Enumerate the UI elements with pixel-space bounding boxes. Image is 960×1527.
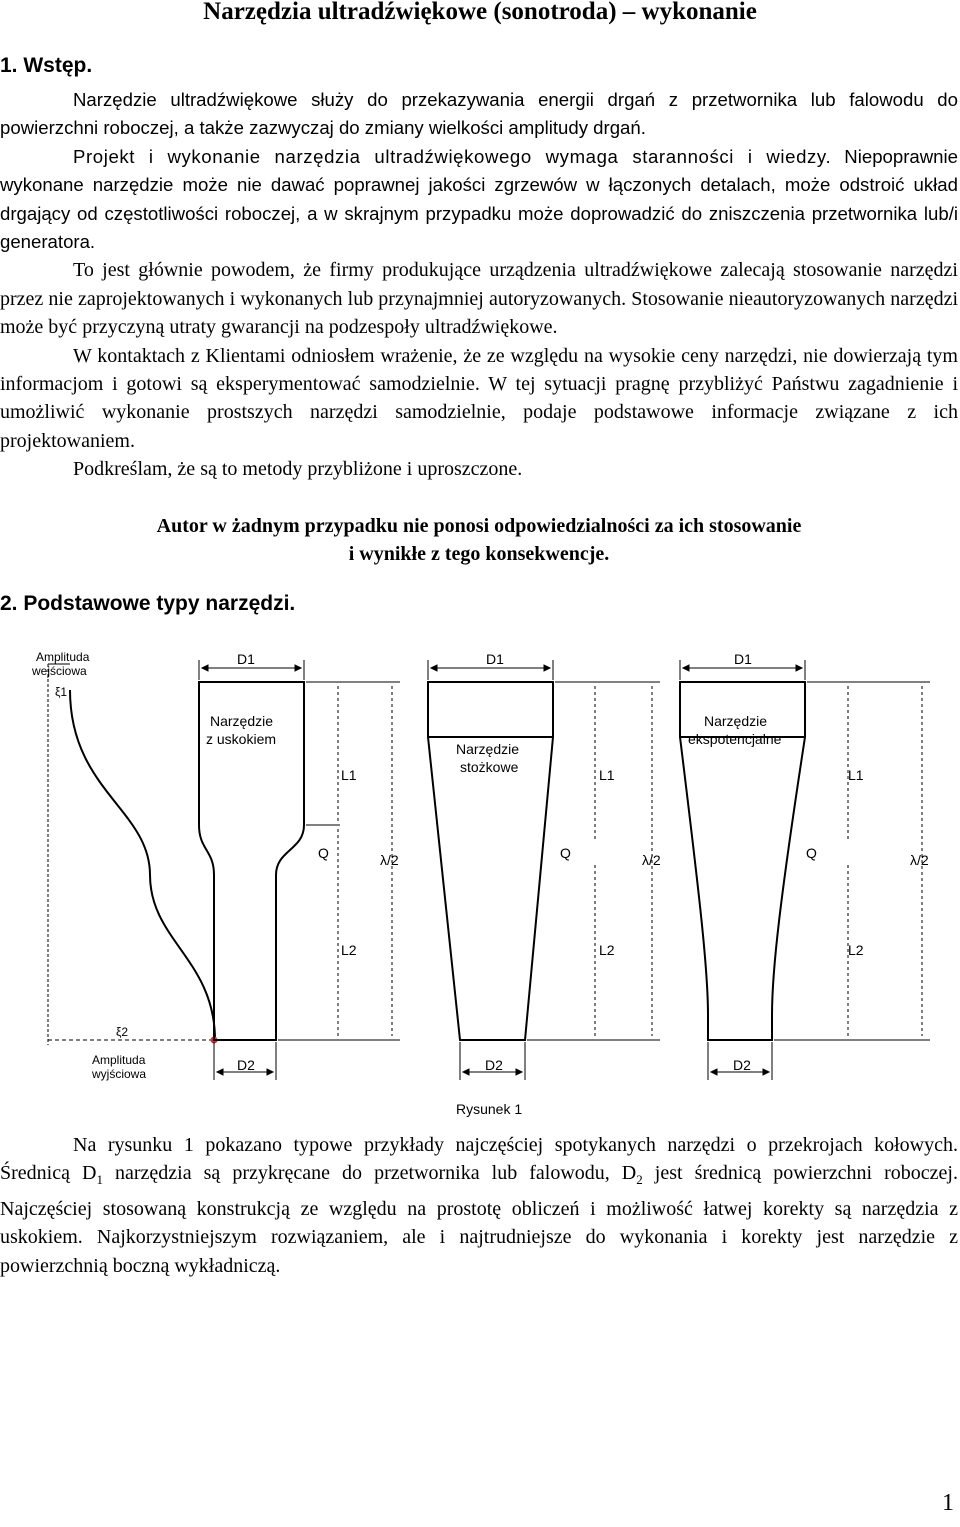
figure-1-tool-types bbox=[0, 640, 960, 1130]
intro-paragraph-3-sentence-1: To jest głównie powodem, że firmy produkujące urządzenia ultradźwiękowe zalecają stosowanie narzędzi przez nie zaprojektowanych i wykonanych lub przynajmniej autoryzowanych. bbox=[0, 259, 958, 310]
intro-section bbox=[0, 86, 958, 484]
exponential-l1-label: L1 bbox=[848, 767, 864, 783]
conical-horn-dimensions bbox=[428, 660, 660, 1080]
figure-description-part-2: narzędzia są przykręcane do przetwornika lub falowodu, D bbox=[102, 1162, 637, 1185]
figure-caption: Rysunek 1 bbox=[456, 1101, 523, 1117]
conical-tool-name-1: Narzędzie bbox=[456, 741, 520, 757]
exponential-d2-label: D2 bbox=[733, 1057, 751, 1073]
conical-tool-name-2: stożkowe bbox=[460, 759, 519, 775]
amplitude-input-label-1: Amplituda bbox=[36, 650, 90, 664]
intro-paragraph-2 bbox=[0, 143, 958, 257]
figure-description-part-3: jest średnicą powierzchni roboczej. Najczęściej stosowaną konstrukcją ze względu na prostotę obliczeń i możliwość łatwej korekty są narzędzia z uskokiem. Najkorzystniejszym rozwiązaniem, ale i najtrudniejsze do wykonania i korekty jest narzędzie z powierzchnią boczną wykładniczą. bbox=[0, 1162, 958, 1277]
intro-paragraph-2-sentence-2: Niepoprawnie wykonane narzędzie może nie dawać poprawnej jakości zgrzewów w łączonych detalach, może odstroić układ drgający od częstotliwości roboczej, a w skrajnym przypadku może doprowadzić do zniszczenia przetwornika lub/i generatora. bbox=[0, 145, 958, 253]
amplitude-output-label-1: Amplituda bbox=[92, 1053, 146, 1067]
amplitude-input-label-2: wejściowa bbox=[32, 664, 87, 678]
figure-description-paragraph bbox=[0, 1131, 958, 1280]
disclaimer bbox=[0, 512, 958, 569]
conical-d1-label: D1 bbox=[486, 651, 504, 667]
conical-half-lambda-label: λ/2 bbox=[642, 852, 661, 868]
intro-paragraph-3 bbox=[0, 256, 958, 341]
intro-paragraph-5: Podkreślam, że są to metody przybliżone i uproszczone. bbox=[73, 458, 523, 481]
intro-paragraph-3-sentence-2: Stosowanie nieautoryzowanych narzędzi może być przyczyną utraty gwarancji na podzespoły ultradźwiękowe. bbox=[0, 287, 959, 339]
disclaimer-line-1: Autor w żadnym przypadku nie ponosi odpowiedzialności za ich stosowanie bbox=[156, 515, 802, 537]
figure-description bbox=[0, 1131, 958, 1280]
stepped-l1-label: L1 bbox=[341, 767, 357, 783]
intro-paragraph-4: W kontaktach z Klientami odniosłem wrażenie, że ze względu na wysokie ceny narzędzi, nie dowierzają tym informacjom i gotowi są eksperymentować samodzielnie. W tej sytuacji pragnę przybliżyć Państwu zagadnienie i umożliwić wykonanie prostszych narzędzi samodzielnie, podaje podstawowe informacje związane z ich projektowaniem. bbox=[0, 344, 958, 452]
page-number: 1 bbox=[942, 1490, 954, 1516]
intro-paragraph-1: Narzędzie ultradźwiękowe służy do przekazywania energii drgań z przetwornika lub falowodu do powierzchni roboczej, a także zazwyczaj do zmiany wielkości amplitudy drgań. bbox=[0, 89, 958, 139]
d1-subscript: 1 bbox=[96, 1172, 103, 1188]
xi2-label: ξ2 bbox=[116, 1025, 129, 1039]
figure-description-part-1: Na rysunku 1 pokazano typowe przykłady najczęściej spotykanych narzędzi o przekrojach kołowych. Średnicą D bbox=[0, 1134, 958, 1185]
section-1-heading: 1. Wstęp. bbox=[0, 54, 93, 77]
xi1-label: ξ1 bbox=[55, 685, 68, 699]
document-title: Narzędzia ultradźwiękowe (sonotroda) – wykonanie bbox=[203, 0, 757, 25]
stepped-d1-label: D1 bbox=[237, 651, 255, 667]
stepped-tool-name-1: Narzędzie bbox=[210, 713, 274, 729]
exponential-tool-name-1: Narzędzie bbox=[704, 713, 768, 729]
conical-l1-label: L1 bbox=[599, 767, 615, 783]
stepped-q-label: Q bbox=[318, 845, 329, 861]
exponential-tool-name-2: ekspotencjalne bbox=[688, 731, 782, 747]
stepped-half-lambda-label: λ/2 bbox=[380, 852, 399, 868]
exponential-q-label: Q bbox=[806, 845, 817, 861]
stepped-l2-label: L2 bbox=[341, 942, 357, 958]
exponential-half-lambda-label: λ/2 bbox=[910, 852, 929, 868]
stepped-d2-label: D2 bbox=[237, 1057, 255, 1073]
exponential-l2-label: L2 bbox=[848, 942, 864, 958]
section-2-heading: 2. Podstawowe typy narzędzi. bbox=[0, 592, 296, 615]
disclaimer-line-2: i wynikłe z tego konsekwencje. bbox=[348, 543, 610, 566]
exponential-d1-label: D1 bbox=[734, 651, 752, 667]
stepped-tool-name-2: z uskokiem bbox=[206, 731, 277, 747]
d2-subscript: 2 bbox=[636, 1172, 643, 1188]
conical-l2-label: L2 bbox=[599, 942, 615, 958]
amplitude-output-label-2: wyjściowa bbox=[92, 1067, 147, 1081]
conical-horn-tool bbox=[428, 682, 553, 1040]
intro-paragraph-2-sentence-1: Projekt i wykonanie narzędzia ultradźwiękowego wymaga staranności i wiedzy. bbox=[73, 145, 832, 167]
conical-d2-label: D2 bbox=[485, 1057, 503, 1073]
amplitude-curve bbox=[70, 690, 215, 1040]
amplitude-diagram bbox=[48, 664, 217, 1045]
conical-q-label: Q bbox=[560, 845, 571, 861]
